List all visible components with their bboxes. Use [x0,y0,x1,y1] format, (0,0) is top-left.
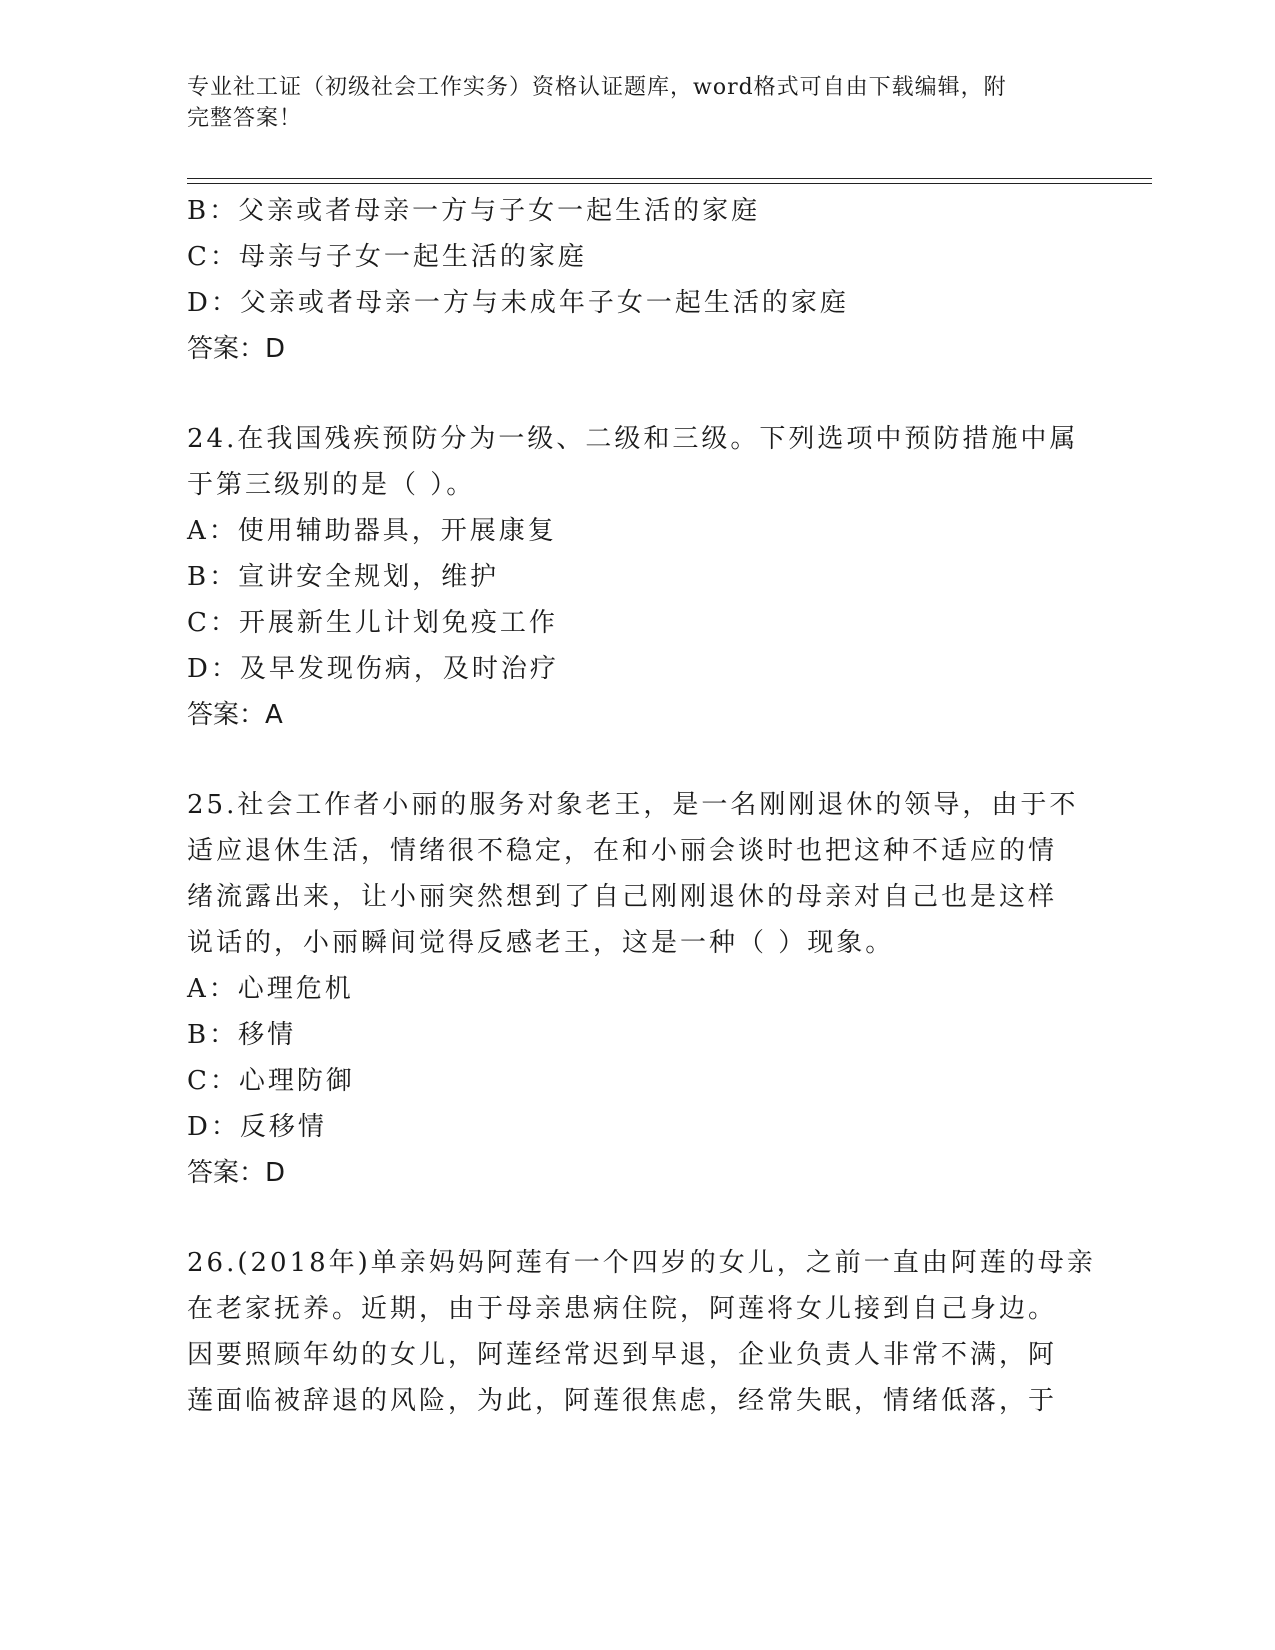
header-rule-top [187,178,1152,179]
question-text-line: 25.社会工作者小丽的服务对象老王，是一名刚刚退休的领导，由于不 [187,790,1079,820]
header-line-1: 专业社工证（初级社会工作实务）资格认证题库，word格式可自由下载编辑，附 [187,75,1007,100]
question-26 [187,1240,1096,1424]
spacer [187,372,1087,416]
question-text-line: 在老家抚养。近期，由于母亲患病住院，阿莲将女儿接到自己身边。 [187,1294,1058,1324]
option-d: D：及早发现伤病，及时治疗 [187,654,559,684]
option-b: B：移情 [187,1020,297,1050]
option-b: B：宣讲安全规划，维护 [187,562,500,592]
answer: 答案：A [187,700,283,730]
option-b: B：父亲或者母亲一方与子女一起生活的家庭 [187,196,761,226]
question-text-line: 适应退休生活，情绪很不稳定，在和小丽会谈时也把这种不适应的情 [187,836,1058,866]
document-header [187,72,1087,134]
option-a: A：心理危机 [187,974,354,1004]
question-25 [187,782,1087,1196]
question-text-line: 24.在我国残疾预防分为一级、二级和三级。下列选项中预防措施中属 [187,424,1079,454]
header-rule-bottom [187,183,1152,184]
question-text-line: 26.(2018年)单亲妈妈阿莲有一个四岁的女儿，之前一直由阿莲的母亲 [187,1248,1096,1278]
spacer [187,738,1087,782]
option-c: C：开展新生儿计划免疫工作 [187,608,558,638]
answer: 答案：D [187,1158,286,1188]
option-c: C：心理防御 [187,1066,355,1096]
question-24 [187,416,1087,738]
question-text-line: 因要照顾年幼的女儿，阿莲经常迟到早退，企业负责人非常不满，阿 [187,1340,1058,1370]
spacer [187,1196,1087,1240]
question-text-line: 莲面临被辞退的风险，为此，阿莲很焦虑，经常失眠，情绪低落，于 [187,1386,1058,1416]
option-c: C：母亲与子女一起生活的家庭 [187,242,587,272]
question-text-line: 于第三级别的是（ ）。 [187,470,476,500]
question-23 [187,188,1087,372]
document-body [187,188,1096,1424]
option-d: D：反移情 [187,1112,327,1142]
option-d: D：父亲或者母亲一方与未成年子女一起生活的家庭 [187,288,849,318]
answer: 答案：D [187,334,286,364]
question-text-line: 绪流露出来，让小丽突然想到了自己刚刚退休的母亲对自己也是这样 [187,882,1058,912]
question-text-line: 说话的，小丽瞬间觉得反感老王，这是一种（ ）现象。 [187,928,895,958]
option-a: A：使用辅助器具，开展康复 [187,516,557,546]
header-line-2: 完整答案！ [187,106,303,131]
